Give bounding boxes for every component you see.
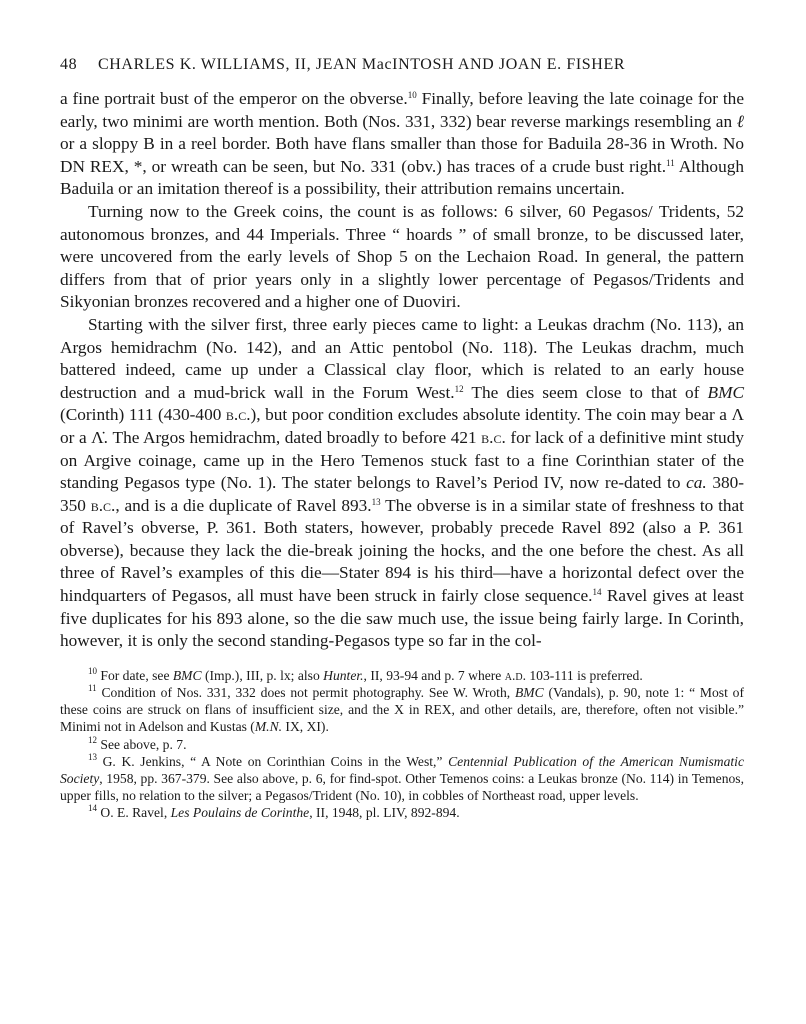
paragraph-3: Starting with the silver first, three early pieces came to light: a Leukas drachm (No. 113), an Argos hemidrachm (No. 142), and an Attic pentobol (No. 118). The Leukas drachm, much battered indeed, came up under a Classical clay floor, which is related to an early house destruction and a mud-brick wall in the Forum West.$^{12}$ The dies seem close to that of BMC (Corinth) 111 (430-400 b.c.), but poor condition excludes absolute identity. The coin may bear a Λ or a Λ̇. The Argos hemidrachm, dated broadly to before 421 b.c. for lack of a definitive mint study on Argive coinage, came up in the Hero Temenos stuck fast to a fine Corinthian stater of the standing Pegasos type (No. 1). The stater belongs to Ravel’s Period IV, now re-dated to ca. 380-350 b.c., and is a die duplicate of Ravel 893.13 The obverse is in a similar state of freshness to that of Ravel’s obverse, P. 361. Both staters, however, probably precede Ravel 892 (also a P. 361 obverse), because they lack the die-break joining the hocks, and the one before the chest. As all three of Ravel’s examples of this die—Stater 894 is his third—have a horizontal defect over the hindquarters of Pegasos, all must have been struck in fairly close sequence.$^{14}$ Ravel gives at least five duplicates for his 893 alone, so the die saw much use, the issue being fairly large. In Corinth, however, it is only the second standing-Pegasos type so far in the col- [60,314,745,651]
running-header [60,52,744,78]
footnote-ref-12[interactable]: 12 [454,383,464,394]
paragraph-2: Turning now to the Greek coins, the count is as follows: 6 silver, 60 Pegasos/ Tridents, 52 autonomous bronzes, and 44 Imperials. Three “ hoards ” of small bronze, to be discussed later, were uncovered from the early levels of Shop 5 on the Lechaion Road. In general, the pattern differs from that of prior years only in a slightly lower percentage of Pegasos/Tridents and Sikyonian bronzes recovered and a higher one of Duoviri. [60,201,744,312]
reverse-marking-glyph: ℓ [736,111,744,131]
running-head-authors: CHARLES K. WILLIAMS, II, JEAN MacINTOSH AND JOAN E. FISHER [98,56,626,73]
footnote-10: $^{10}$ For date, see BMC (Imp.), III, p. lx; also Hunter., II, 93-94 and p. 7 where a.d. 103-111 is preferred. [88,665,643,683]
page-number: 48 [60,56,78,73]
footnote-11: $^{11}$ Condition of Nos. 331, 332 does not permit photography. See W. Wroth, BMC (Vandals), p. 90, note 1: “ Most of these coins are struck on flans of insufficient size, and the X in REX, and other details, are, therefore, often not visible.” Minimi not in Adelson and Kustas (M.N. IX, XI). [60,683,744,735]
footnote-ref-13[interactable]: 13 [371,496,381,507]
paragraph-1: a fine portrait bust of the emperor on the obverse.$^{10}$ Finally, before leaving the late coinage for the early, two minimi are worth mention. Both (Nos. 331, 332) bear reverse markings resembling an ℓ or a sloppy B in a reel border. Both have flans smaller than those for Baduila 28-36 in Wroth. No DN REX, *, or wreath can be seen, but No. 331 (obv.) has traces of a crude bust right.$^{11}$ Although Baduila or an imitation thereof is a possibility, their attribution remains uncertain. [60,89,744,199]
footnote-14: $^{14}$ O. E. Ravel, Les Poulains de Corinthe, II, 1948, pl. LIV, 892-894. [88,803,460,821]
footnote-12: $^{12}$ See above, p. 7. [88,734,187,752]
page [60,52,744,822]
body-text [60,88,744,653]
footnote-ref-10[interactable]: 10 [407,90,417,100]
footnotes [60,667,744,822]
footnote-ref-11[interactable]: 11 [666,157,675,168]
footnote-ref-14[interactable]: 14 [592,587,602,598]
footnote-13: $^{13}$ G. K. Jenkins, “ A Note on Corinthian Coins in the West,” Centennial Publication of the American Numismatic Society, 1958, pp. 367-379. See also above, p. 6, for find-spot. Other Temenos coins: a Leukas bronze (No. 114) in Temenos, upper fills, no relation to the silver; a Pegasos/Trident (No. 10), in cobbles of Northeast road, upper levels. [60,751,744,804]
